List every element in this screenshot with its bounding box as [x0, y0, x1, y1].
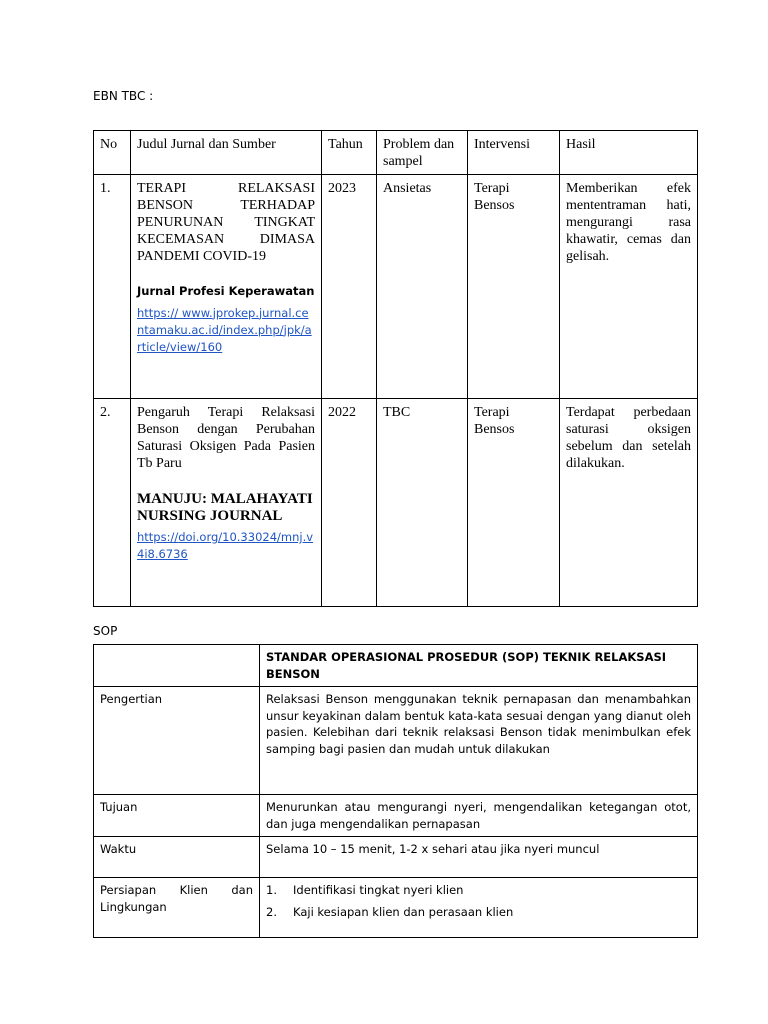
list-item — [266, 882, 691, 899]
problem-cell: Ansietas — [377, 175, 468, 399]
sop-table — [93, 644, 698, 938]
result-cell: Memberikan efek mententraman hati, mengurangi rasa khawatir, cemas dan gelisah. — [560, 175, 698, 399]
column-header: Problem dan sampel — [377, 131, 468, 175]
journal-source: MANUJU: MALAHAYATI NURSING JOURNAL — [137, 491, 313, 524]
intervention-cell: Terapi Bensos — [468, 399, 560, 607]
row-number: 1. — [94, 175, 131, 399]
step-text: Kaji kesiapan klien dan perasaan klien — [293, 904, 514, 919]
journal-title: TERAPI RELAKSASI BENSON TERHADAP PENURUNAN TINGKAT KECEMASAN DIMASA PANDEMI COVID-19 — [137, 181, 315, 264]
row-value: Selama 10 – 15 menit, 1-2 x sehari atau jika nyeri muncul — [260, 837, 698, 878]
journal-link[interactable]: https:// www.jprokep.jurnal.centamaku.ac.id/index.php/jpk/article/view/160 — [137, 305, 312, 354]
journal-link[interactable]: https://doi.org/10.33024/mnj.v4i8.6736 — [137, 530, 314, 561]
table-row — [94, 837, 698, 878]
table-row — [94, 399, 698, 607]
table-header-row — [94, 131, 698, 175]
row-value — [260, 878, 698, 938]
table-row — [94, 175, 698, 399]
table-row — [94, 687, 698, 795]
ebn-label: EBN TBC : — [93, 89, 154, 103]
row-value: Relaksasi Benson menggunakan teknik pernapasan dan menambahkan unsur keyakinan dalam bentuk kata-kata sesuai dengan yang dianut oleh pasien. Kelebihan dari teknik relaksasi Benson tidak menimbulkan efek samping bagi pasien dan mudah untuk dilakukan — [260, 687, 698, 795]
column-header: Judul Jurnal dan Sumber — [131, 131, 322, 175]
row-label-text: Persiapan Klien dan Lingkungan — [100, 883, 253, 914]
problem-cell: TBC — [377, 399, 468, 607]
row-number: 2. — [94, 399, 131, 607]
column-header: Hasil — [560, 131, 698, 175]
row-label: Tujuan — [94, 795, 260, 837]
column-header: Intervensi — [468, 131, 560, 175]
table-row — [94, 795, 698, 837]
ebn-table — [93, 130, 698, 607]
sop-title: STANDAR OPERASIONAL PROSEDUR (SOP) TEKNIK RELAKSASI BENSON — [260, 645, 698, 687]
step-number: 2. — [266, 904, 277, 919]
column-header: No — [94, 131, 131, 175]
journal-cell — [131, 399, 322, 607]
year-cell: 2022 — [322, 399, 377, 607]
table-row — [94, 878, 698, 938]
step-number: 1. — [266, 883, 277, 897]
steps-list — [266, 882, 691, 920]
journal-source: Jurnal Profesi Keperawatan — [137, 284, 315, 298]
intervention-cell: Terapi Bensos — [468, 175, 560, 399]
step-text: Identifikasi tingkat nyeri klien — [293, 883, 464, 897]
row-value: Menurunkan atau mengurangi nyeri, mengendalikan ketegangan otot, dan juga mengendalikan pernapasan — [260, 795, 698, 837]
result-cell: Terdapat perbedaan saturasi oksigen sebelum dan setelah dilakukan. — [560, 399, 698, 607]
row-label: Waktu — [94, 837, 260, 878]
sop-label: SOP — [93, 624, 118, 638]
column-header: Tahun — [322, 131, 377, 175]
blank-cell — [94, 645, 260, 687]
journal-title: Pengaruh Terapi Relaksasi Benson dengan Perubahan Saturasi Oksigen Pada Pasien Tb Paru — [137, 405, 315, 471]
row-label — [94, 878, 260, 938]
row-label: Pengertian — [94, 687, 260, 795]
sop-title-row — [94, 645, 698, 687]
journal-cell — [131, 175, 322, 399]
year-cell: 2023 — [322, 175, 377, 399]
list-item — [266, 904, 691, 921]
